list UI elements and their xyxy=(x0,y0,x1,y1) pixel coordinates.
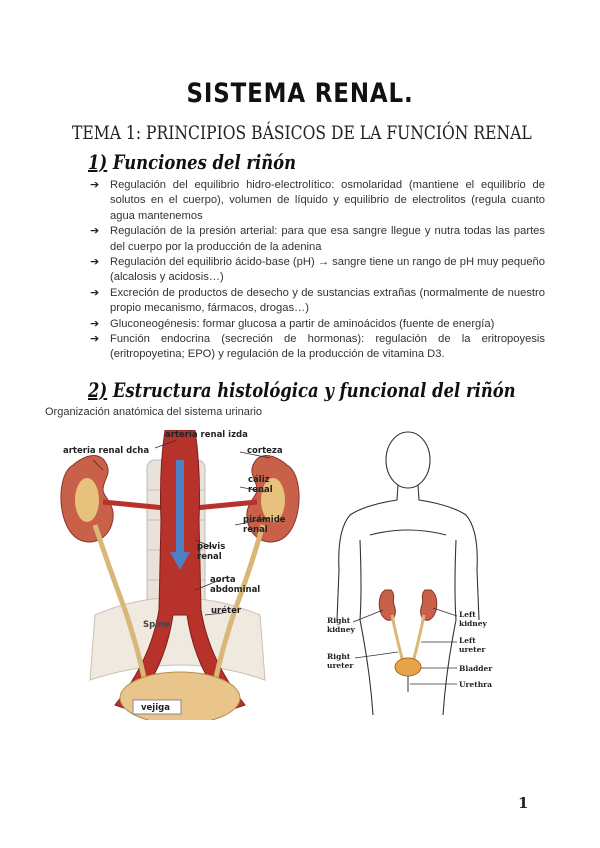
section-heading-structure xyxy=(88,378,516,402)
list-item: ➔ Excreción de productos de desecho y de sustancias extrañas (normalmente de nuestro propio mecanismo, fármacos, drogas…) xyxy=(90,286,545,315)
arrow-right-icon: ➔ xyxy=(90,225,100,238)
list-item: ➔ Gluconeogénesis: formar glucosa a partir de aminoácidos (fuente de energía) xyxy=(90,317,545,332)
label-corteza: corteza xyxy=(247,446,283,456)
arrow-right-icon: ➔ xyxy=(90,333,100,346)
urinary-anatomy-illustration xyxy=(55,430,305,720)
arrow-right-icon: ➔ xyxy=(90,317,100,330)
page-number: 1 xyxy=(518,794,529,812)
label-caliz: cáliz renal xyxy=(248,475,273,495)
section-title: Funciones del riñón xyxy=(112,150,297,174)
label-pelvis: pelvis renal xyxy=(197,542,226,562)
arrow-right-icon: ➔ xyxy=(90,286,100,299)
section-heading-functions xyxy=(88,150,296,174)
page-title: SISTEMA RENAL. xyxy=(186,78,414,109)
section-number: 1) xyxy=(88,150,108,174)
label-aorta: aorta abdominal xyxy=(210,575,261,595)
label-urethra: Urethra xyxy=(459,680,492,689)
topic-heading: TEMA 1: PRINCIPIOS BÁSICOS DE LA FUNCIÓN RENAL xyxy=(72,122,532,144)
label-ureter: uréter xyxy=(211,606,242,616)
label-arteria-renal-dcha: arteria renal dcha xyxy=(63,446,150,456)
label-right-kidney: Right kidney xyxy=(327,616,355,634)
label-vejiga: vejiga xyxy=(141,703,170,713)
label-spine: Spine xyxy=(143,620,170,630)
list-item: ➔ Regulación de la presión arterial: para que esa sangre llegue y nutra todas las partes del cuerpo por la producción de la adenina xyxy=(90,225,545,253)
label-piramide: pirámide renal xyxy=(243,515,286,535)
label-left-ureter: Left ureter xyxy=(459,636,486,654)
label-left-kidney: Left kidney xyxy=(459,610,487,628)
functions-list xyxy=(90,178,545,363)
label-right-ureter: Right ureter xyxy=(327,652,354,670)
label-arteria-renal-izda: arteria renal izda xyxy=(165,430,248,440)
figure-caption: Organización anatómica del sistema urinario xyxy=(45,406,263,418)
section-number: 2) xyxy=(88,378,108,402)
arrow-right-icon: ➔ xyxy=(90,179,100,191)
list-item: ➔ Función endocrina (secreción de hormonas): regulación de la eritropoyesis (eritropoyetina; EPO) y regulación de la producción de vitamina D3. xyxy=(90,333,545,361)
body-drawing xyxy=(325,430,545,720)
arrow-right-icon: ➔ xyxy=(90,256,100,269)
body-outline-diagram xyxy=(325,430,545,720)
anatomy-drawing xyxy=(55,430,305,720)
section-title: Estructura histológica y funcional del riñón xyxy=(112,378,516,402)
label-bladder: Bladder xyxy=(459,664,493,673)
list-item: ➔ Regulación del equilibrio ácido-base (pH) → sangre tiene un rango de pH muy pequeño (alcalosis y acidosis…) xyxy=(90,256,545,284)
list-item: ➔ Regulación del equilibrio hidro-electrolítico: osmolaridad (mantiene el equilibrio de solutos en el cuerpo), volumen de líquido y equilibrio de electrolitos (regula cuanto agua mantenemos xyxy=(90,179,545,222)
